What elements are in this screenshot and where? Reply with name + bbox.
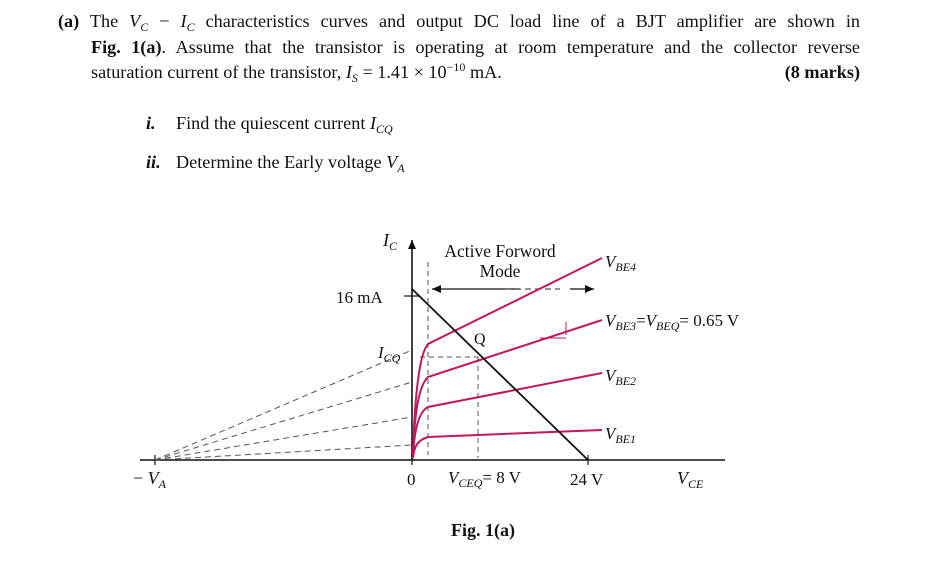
x-zero-label — [407, 470, 416, 490]
extrapolation-vbe1 — [155, 445, 412, 460]
vbe3-label: $V_{BE3}=V_{BEQ}= 0.65$ V — [605, 311, 740, 333]
is-unit: mA. — [465, 62, 502, 82]
subquestion-2-number: ii. — [146, 152, 161, 172]
active-mode-line-2: Mode — [479, 261, 521, 281]
ic-axis-label: $I_C$ — [383, 230, 398, 253]
subquestion-2-text: Determine the Early voltage — [176, 152, 387, 172]
question-line2-text: . Assume that the transistor is operating at room temperature and the collector reverse — [161, 36, 861, 57]
question-the: The — [89, 11, 119, 31]
is-symbol: $I_S$ — [345, 62, 358, 85]
vceq-label: $V_{CEQ}= 8$ V — [448, 468, 521, 490]
vceq-value: = 8 V — [482, 468, 521, 487]
question-line3-text: saturation current of the transistor, — [91, 62, 342, 82]
figure-caption: Fig. 1(a) — [451, 520, 515, 540]
is-exponent: −10 — [446, 60, 466, 74]
is-value: = 1.41 × 10 — [362, 62, 447, 82]
subquestion-1-text: Find the quiescent current — [176, 113, 370, 133]
vc-symbol: $V_C$ — [129, 11, 149, 34]
extrapolation-vbe2 — [155, 417, 412, 460]
x-zero-text: 0 — [407, 470, 416, 489]
minus-va-label: − $V_A$ — [133, 468, 166, 491]
question-line1-text: characteristics curves and output DC load line of a BJT amplifier are shown in — [205, 11, 861, 31]
extrapolation-vbe3 — [155, 382, 412, 460]
extrapolation-vbe4 — [155, 350, 412, 460]
x-24v-text: 24 V — [570, 470, 604, 489]
characteristic-curves — [413, 258, 602, 458]
q-point-label: Q — [474, 331, 486, 348]
active-mode-label — [438, 241, 562, 281]
early-extrapolation-lines — [155, 350, 412, 460]
y-tick-label-16ma — [336, 288, 383, 308]
question-line-1: (a) The $V_C - I_C$ characteristics curves and output DC load line of a BJT amplifier are shown in — [58, 11, 861, 34]
marks-label: (8 marks) — [784, 62, 860, 82]
y-tick-text: 16 mA — [336, 288, 383, 307]
question-label: (a) — [58, 11, 80, 31]
curve-vbe1 — [413, 430, 602, 458]
vce-axis-label: $V_{CE}$ — [677, 468, 704, 491]
icq-axis-label: $I_{CQ}$ — [378, 343, 401, 365]
ic-symbol: $I_C$ — [180, 11, 195, 34]
x-24v-label — [570, 470, 603, 490]
subquestion-1-number: i. — [146, 113, 156, 133]
vbe2-label: $V_{BE2}$ — [605, 366, 637, 388]
vbe4-label: $V_{BE4}$ — [605, 252, 637, 274]
fig-reference: Fig. 1(a) — [91, 36, 162, 57]
active-mode-line-1: Active Forword — [444, 241, 556, 261]
vbe3-value: = 0.65 V — [679, 311, 740, 330]
curve-vbe4 — [413, 258, 602, 458]
icq-symbol: $I_{CQ}$ — [369, 113, 393, 136]
va-symbol: $V_A$ — [386, 152, 405, 175]
vbe1-label: $V_{BE1}$ — [605, 424, 637, 446]
